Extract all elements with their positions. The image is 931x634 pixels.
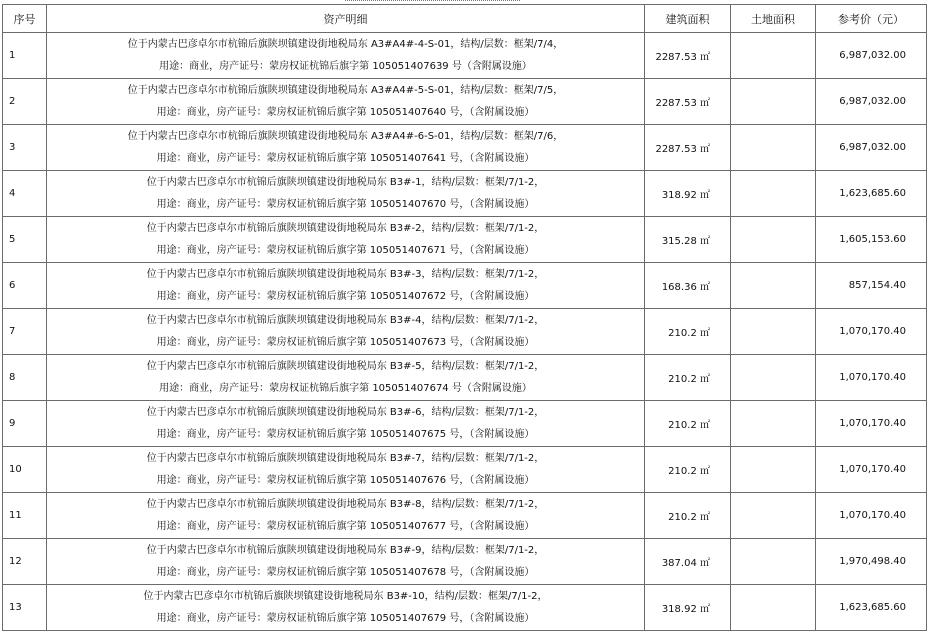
header-index: 序号 bbox=[3, 5, 47, 33]
row-asset-detail bbox=[47, 355, 645, 401]
row-index: 4 bbox=[3, 171, 47, 217]
detail-line-certificate: 用途：商业，房产证号：蒙房权证杭锦后旗字第 105051407673 号，（含附属设施） bbox=[156, 336, 535, 348]
row-asset-detail bbox=[47, 33, 645, 79]
row-land-area bbox=[731, 401, 816, 447]
row-building-area bbox=[645, 125, 731, 171]
area-unit: ㎡ bbox=[700, 190, 710, 201]
detail-line-location: 位于内蒙古巴彦卓尔市杭锦后旗陕坝镇建设街地税局东 B3#-3，结构/层数：框架/7/1-2， bbox=[146, 268, 545, 280]
row-land-area bbox=[731, 585, 816, 631]
area-unit: ㎡ bbox=[700, 558, 710, 569]
row-index: 2 bbox=[3, 79, 47, 125]
row-reference-price: 1,070,170.40 bbox=[816, 355, 927, 401]
table-row bbox=[3, 493, 927, 539]
area-value: 318.92 bbox=[661, 190, 697, 201]
area-unit: ㎡ bbox=[700, 328, 710, 339]
table-row bbox=[3, 401, 927, 447]
row-land-area bbox=[731, 355, 816, 401]
table-row bbox=[3, 263, 927, 309]
detail-line-location: 位于内蒙古巴彦卓尔市杭锦后旗陕坝镇建设街地税局东 B3#-9，结构/层数：框架/7/1-2， bbox=[146, 544, 545, 556]
detail-line-certificate: 用途：商业，房产证号：蒙房权证杭锦后旗字第 105051407678 号，（含附属设施） bbox=[156, 566, 535, 578]
row-land-area bbox=[731, 79, 816, 125]
table-row bbox=[3, 171, 927, 217]
row-land-area bbox=[731, 447, 816, 493]
area-unit: ㎡ bbox=[700, 466, 710, 477]
table-row bbox=[3, 539, 927, 585]
row-asset-detail bbox=[47, 125, 645, 171]
row-asset-detail bbox=[47, 447, 645, 493]
row-reference-price: 1,605,153.60 bbox=[816, 217, 927, 263]
detail-line-location: 位于内蒙古巴彦卓尔市杭锦后旗陕坝镇建设街地税局东 B3#-8，结构/层数：框架/7/1-2， bbox=[146, 498, 545, 510]
row-index: 12 bbox=[3, 539, 47, 585]
area-value: 210.2 bbox=[668, 328, 697, 339]
detail-line-certificate: 用途：商业，房产证号：蒙房权证杭锦后旗字第 105051407641 号，（含附属设施） bbox=[156, 152, 535, 164]
row-index: 13 bbox=[3, 585, 47, 631]
row-reference-price: 857,154.40 bbox=[816, 263, 927, 309]
detail-line-certificate: 用途：商业，房产证号：蒙房权证杭锦后旗字第 105051407672 号，（含附属设施） bbox=[156, 290, 535, 302]
row-index: 10 bbox=[3, 447, 47, 493]
row-asset-detail bbox=[47, 401, 645, 447]
row-index: 5 bbox=[3, 217, 47, 263]
area-unit: ㎡ bbox=[700, 236, 710, 247]
table-row bbox=[3, 79, 927, 125]
row-building-area bbox=[645, 447, 731, 493]
table-row bbox=[3, 447, 927, 493]
detail-line-location: 位于内蒙古巴彦卓尔市杭锦后旗陕坝镇建设街地税局东 B3#-2，结构/层数：框架/7/1-2， bbox=[146, 222, 545, 234]
row-building-area bbox=[645, 539, 731, 585]
detail-line-certificate: 用途：商业，房产证号：蒙房权证杭锦后旗字第 105051407671 号，（含附属设施） bbox=[156, 244, 535, 256]
row-building-area bbox=[645, 33, 731, 79]
area-value: 168.36 bbox=[661, 282, 697, 293]
table-row bbox=[3, 33, 927, 79]
detail-line-location: 位于内蒙古巴彦卓尔市杭锦后旗陕坝镇建设街地税局东 B3#-1，结构/层数：框架/7/1-2， bbox=[146, 176, 545, 188]
row-land-area bbox=[731, 263, 816, 309]
row-index: 6 bbox=[3, 263, 47, 309]
area-value: 318.92 bbox=[661, 604, 697, 615]
row-land-area bbox=[731, 539, 816, 585]
row-index: 3 bbox=[3, 125, 47, 171]
row-asset-detail bbox=[47, 493, 645, 539]
header-reference-price: 参考价（元） bbox=[816, 5, 927, 33]
area-unit: ㎡ bbox=[700, 420, 710, 431]
area-value: 210.2 bbox=[668, 420, 697, 431]
detail-line-certificate: 用途：商业，房产证号：蒙房权证杭锦后旗字第 105051407679 号，（含附属设施） bbox=[156, 612, 535, 624]
area-unit: ㎡ bbox=[700, 512, 710, 523]
area-value: 2287.53 bbox=[655, 98, 697, 109]
area-unit: ㎡ bbox=[700, 604, 710, 615]
area-unit: ㎡ bbox=[700, 144, 710, 155]
area-unit: ㎡ bbox=[700, 98, 710, 109]
row-index: 9 bbox=[3, 401, 47, 447]
table-row bbox=[3, 125, 927, 171]
header-asset-detail: 资产明细 bbox=[47, 5, 645, 33]
row-asset-detail bbox=[47, 171, 645, 217]
detail-line-location: 位于内蒙古巴彦卓尔市杭锦后旗陕坝镇建设街地税局东 A3#A4#-5-S-01，结构/层数：框架/7/5， bbox=[127, 84, 564, 96]
row-land-area bbox=[731, 125, 816, 171]
row-building-area bbox=[645, 309, 731, 355]
detail-line-location: 位于内蒙古巴彦卓尔市杭锦后旗陕坝镇建设街地税局东 A3#A4#-4-S-01，结构/层数：框架/7/4， bbox=[127, 38, 564, 50]
row-index: 1 bbox=[3, 33, 47, 79]
detail-line-certificate: 用途：商业，房产证号：蒙房权证杭锦后旗字第 105051407674 号（含附属设施） bbox=[159, 382, 532, 394]
detail-line-location: 位于内蒙古巴彦卓尔市杭锦后旗陕坝镇建设街地税局东 B3#-4，结构/层数：框架/7/1-2， bbox=[146, 314, 545, 326]
row-asset-detail bbox=[47, 263, 645, 309]
detail-line-location: 位于内蒙古巴彦卓尔市杭锦后旗陕坝镇建设街地税局东 B3#-7，结构/层数：框架/7/1-2， bbox=[146, 452, 545, 464]
row-index: 7 bbox=[3, 309, 47, 355]
row-land-area bbox=[731, 493, 816, 539]
row-land-area bbox=[731, 171, 816, 217]
area-unit: ㎡ bbox=[700, 52, 710, 63]
row-index: 11 bbox=[3, 493, 47, 539]
detail-line-certificate: 用途：商业，房产证号：蒙房权证杭锦后旗字第 105051407677 号，（含附属设施） bbox=[156, 520, 535, 532]
row-building-area bbox=[645, 585, 731, 631]
table-header-row bbox=[3, 5, 927, 33]
row-index: 8 bbox=[3, 355, 47, 401]
row-asset-detail bbox=[47, 79, 645, 125]
area-value: 210.2 bbox=[668, 466, 697, 477]
detail-line-certificate: 用途：商业，房产证号：蒙房权证杭锦后旗字第 105051407640 号，（含附属设施） bbox=[156, 106, 535, 118]
detail-line-certificate: 用途：商业，房产证号：蒙房权证杭锦后旗字第 105051407639 号（含附属设施） bbox=[159, 60, 532, 72]
row-building-area bbox=[645, 263, 731, 309]
area-value: 210.2 bbox=[668, 374, 697, 385]
asset-table bbox=[2, 4, 927, 631]
detail-line-location: 位于内蒙古巴彦卓尔市杭锦后旗陕坝镇建设街地税局东 B3#-5，结构/层数：框架/7/1-2， bbox=[146, 360, 545, 372]
row-land-area bbox=[731, 33, 816, 79]
row-building-area bbox=[645, 355, 731, 401]
table-row bbox=[3, 355, 927, 401]
header-land-area: 土地面积 bbox=[731, 5, 816, 33]
table-row bbox=[3, 309, 927, 355]
detail-line-certificate: 用途：商业，房产证号：蒙房权证杭锦后旗字第 105051407675 号，（含附属设施） bbox=[156, 428, 535, 440]
header-building-area: 建筑面积 bbox=[645, 5, 731, 33]
area-value: 2287.53 bbox=[655, 52, 697, 63]
row-reference-price: 1,070,170.40 bbox=[816, 447, 927, 493]
area-value: 387.04 bbox=[661, 558, 697, 569]
row-land-area bbox=[731, 309, 816, 355]
row-land-area bbox=[731, 217, 816, 263]
row-building-area bbox=[645, 217, 731, 263]
row-asset-detail bbox=[47, 539, 645, 585]
area-value: 2287.53 bbox=[655, 144, 697, 155]
row-reference-price: 1,070,170.40 bbox=[816, 309, 927, 355]
detail-line-location: 位于内蒙古巴彦卓尔市杭锦后旗陕坝镇建设街地税局东 A3#A4#-6-S-01，结构/层数：框架/7/6， bbox=[127, 130, 564, 142]
row-reference-price: 6,987,032.00 bbox=[816, 33, 927, 79]
row-asset-detail bbox=[47, 585, 645, 631]
detail-line-certificate: 用途：商业，房产证号：蒙房权证杭锦后旗字第 105051407670 号，（含附属设施） bbox=[156, 198, 535, 210]
row-building-area bbox=[645, 79, 731, 125]
detail-line-location: 位于内蒙古巴彦卓尔市杭锦后旗陕坝镇建设街地税局东 B3#-10，结构/层数：框架/7/1-2， bbox=[143, 590, 548, 602]
area-value: 210.2 bbox=[668, 512, 697, 523]
area-unit: ㎡ bbox=[700, 374, 710, 385]
row-building-area bbox=[645, 493, 731, 539]
row-asset-detail bbox=[47, 217, 645, 263]
row-reference-price: 1,623,685.60 bbox=[816, 171, 927, 217]
row-building-area bbox=[645, 171, 731, 217]
area-value: 315.28 bbox=[661, 236, 697, 247]
area-unit: ㎡ bbox=[700, 282, 710, 293]
table-row bbox=[3, 585, 927, 631]
row-building-area bbox=[645, 401, 731, 447]
row-reference-price: 1,070,170.40 bbox=[816, 493, 927, 539]
row-reference-price: 6,987,032.00 bbox=[816, 125, 927, 171]
row-asset-detail bbox=[47, 309, 645, 355]
row-reference-price: 1,623,685.60 bbox=[816, 585, 927, 631]
row-reference-price: 1,070,170.40 bbox=[816, 401, 927, 447]
row-reference-price: 6,987,032.00 bbox=[816, 79, 927, 125]
row-reference-price: 1,970,498.40 bbox=[816, 539, 927, 585]
detail-line-certificate: 用途：商业，房产证号：蒙房权证杭锦后旗字第 105051407676 号，（含附属设施） bbox=[156, 474, 535, 486]
detail-line-location: 位于内蒙古巴彦卓尔市杭锦后旗陕坝镇建设街地税局东 B3#-6，结构/层数：框架/7/1-2， bbox=[146, 406, 545, 418]
table-row bbox=[3, 217, 927, 263]
